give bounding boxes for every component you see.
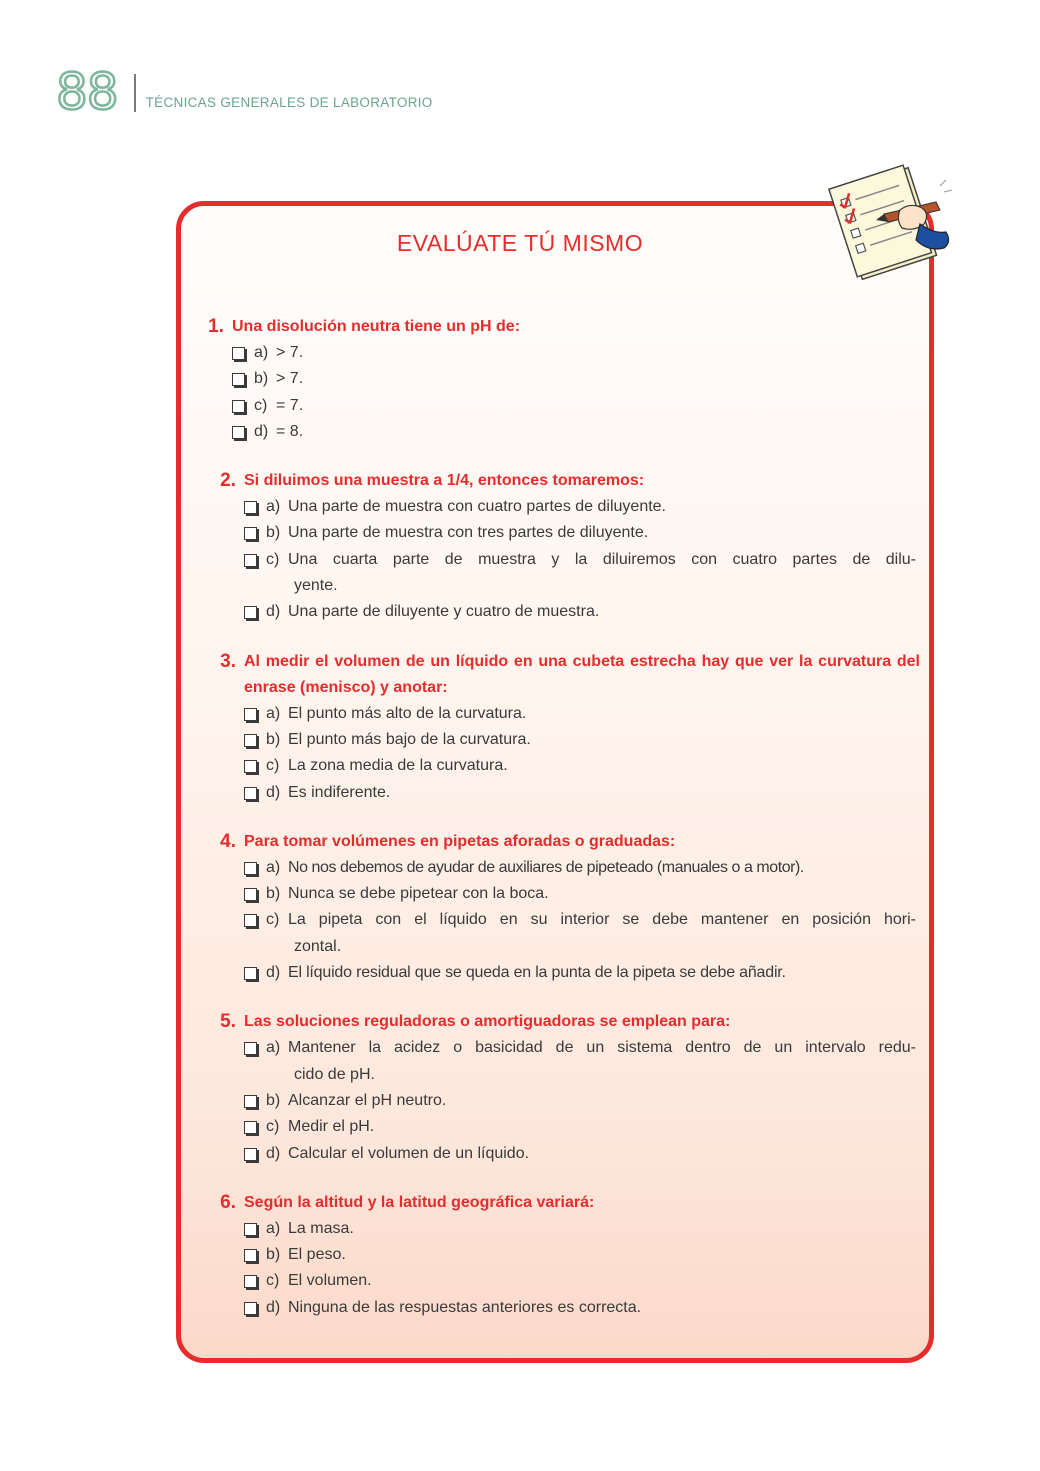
question-4 bbox=[200, 829, 920, 986]
checkbox-icon[interactable] bbox=[244, 760, 257, 773]
checkbox-icon[interactable] bbox=[244, 606, 257, 619]
option-b[interactable]: b) > 7. bbox=[232, 366, 920, 392]
checkbox-icon[interactable] bbox=[232, 347, 245, 360]
option-b[interactable]: b) Alcanzar el pH neutro. bbox=[244, 1088, 920, 1114]
checkbox-icon[interactable] bbox=[244, 1302, 257, 1315]
option-c[interactable]: c) El volumen. bbox=[244, 1268, 920, 1294]
question-number: 6. bbox=[220, 1191, 236, 1213]
checkbox-icon[interactable] bbox=[244, 734, 257, 747]
option-d[interactable]: d) = 8. bbox=[232, 419, 920, 445]
question-text: Según la altitud y la latitud geográfica variará: bbox=[244, 1193, 595, 1211]
option-c[interactable]: c) Una cuarta parte de muestra y la diluiremos con cuatro partes de dilu- yente. bbox=[244, 547, 920, 600]
option-a[interactable]: a) El punto más alto de la curvatura. bbox=[244, 701, 920, 727]
option-list bbox=[244, 701, 920, 806]
option-list bbox=[244, 1216, 920, 1321]
checkbox-icon[interactable] bbox=[244, 1121, 257, 1134]
option-b[interactable]: b) Una parte de muestra con tres partes de diluyente. bbox=[244, 520, 920, 546]
option-a[interactable]: a) No nos debemos de ayudar de auxiliares de pipeteado (manuales o a motor). bbox=[244, 855, 920, 881]
question-2 bbox=[200, 468, 920, 625]
option-c[interactable]: c) Medir el pH. bbox=[244, 1114, 920, 1140]
option-list bbox=[244, 1035, 920, 1166]
checkbox-icon[interactable] bbox=[244, 1223, 257, 1236]
clipboard-checklist-icon bbox=[824, 162, 956, 280]
option-d[interactable]: d) Calcular el volumen de un líquido. bbox=[244, 1141, 920, 1167]
option-b[interactable]: b) Nunca se debe pipetear con la boca. bbox=[244, 881, 920, 907]
question-text: Una disolución neutra tiene un pH de: bbox=[232, 318, 521, 335]
question-number: 5. bbox=[220, 1011, 236, 1033]
header-divider bbox=[134, 74, 136, 112]
option-d[interactable]: d) El líquido residual que se queda en la punta de la pipeta se debe añadir. bbox=[244, 960, 920, 986]
checkbox-icon[interactable] bbox=[244, 787, 257, 800]
checkbox-icon[interactable] bbox=[244, 527, 257, 540]
question-1 bbox=[188, 314, 920, 445]
option-c[interactable]: c) La pipeta con el líquido en su interior se debe mantener en posición hori- zontal. bbox=[244, 907, 920, 960]
checkbox-icon[interactable] bbox=[244, 501, 257, 514]
checkbox-icon[interactable] bbox=[244, 1042, 257, 1055]
option-a[interactable]: a) La masa. bbox=[244, 1216, 920, 1242]
checkbox-icon[interactable] bbox=[244, 554, 257, 567]
option-c[interactable]: c) La zona media de la curvatura. bbox=[244, 753, 920, 779]
question-text: Las soluciones reguladoras o amortiguadoras se emplean para: bbox=[244, 1013, 731, 1031]
question-text: Para tomar volúmenes en pipetas aforadas o graduadas: bbox=[244, 832, 676, 850]
checkbox-icon[interactable] bbox=[232, 400, 245, 413]
option-a[interactable]: a) > 7. bbox=[232, 340, 920, 366]
checkbox-icon[interactable] bbox=[244, 888, 257, 901]
question-number: 2. bbox=[220, 470, 236, 492]
option-a[interactable]: a) Una parte de muestra con cuatro partes de diluyente. bbox=[244, 494, 920, 520]
checkbox-icon[interactable] bbox=[244, 1095, 257, 1108]
question-text: Al medir el volumen de un líquido en una cubeta estrecha hay que ver la curvatura del enrase (menisco) y anotar: bbox=[244, 652, 920, 696]
option-b[interactable]: b) El peso. bbox=[244, 1242, 920, 1268]
question-3 bbox=[200, 649, 920, 806]
checkbox-icon[interactable] bbox=[244, 914, 257, 927]
checkbox-icon[interactable] bbox=[244, 1249, 257, 1262]
option-d[interactable]: d) Es indiferente. bbox=[244, 780, 920, 806]
option-a[interactable]: a) Mantener la acidez o basicidad de un sistema dentro de un intervalo redu- cido de pH. bbox=[244, 1035, 920, 1088]
checkbox-icon[interactable] bbox=[232, 373, 245, 386]
question-6 bbox=[200, 1190, 920, 1321]
question-5 bbox=[200, 1009, 920, 1166]
option-list bbox=[244, 855, 920, 986]
option-list bbox=[232, 340, 920, 445]
page-header bbox=[56, 63, 433, 121]
checkbox-icon[interactable] bbox=[244, 967, 257, 980]
page-number: 88 bbox=[56, 63, 118, 121]
checkbox-icon[interactable] bbox=[232, 426, 245, 439]
question-list bbox=[200, 314, 920, 1344]
question-number: 1. bbox=[208, 316, 224, 337]
question-number: 3. bbox=[220, 650, 236, 672]
option-b[interactable]: b) El punto más bajo de la curvatura. bbox=[244, 727, 920, 753]
checkbox-icon[interactable] bbox=[244, 708, 257, 721]
checkbox-icon[interactable] bbox=[244, 1148, 257, 1161]
question-text: Si diluimos una muestra a 1/4, entonces tomaremos: bbox=[244, 472, 645, 490]
section-title: TÉCNICAS GENERALES DE LABORATORIO bbox=[145, 95, 433, 110]
checkbox-icon[interactable] bbox=[244, 1275, 257, 1288]
quiz-title: EVALÚATE TÚ MISMO bbox=[396, 230, 644, 256]
checkbox-icon[interactable] bbox=[244, 862, 257, 875]
option-list bbox=[244, 494, 920, 625]
option-d[interactable]: d) Una parte de diluyente y cuatro de muestra. bbox=[244, 599, 920, 625]
option-d[interactable]: d) Ninguna de las respuestas anteriores es correcta. bbox=[244, 1295, 920, 1321]
option-c[interactable]: c) = 7. bbox=[232, 393, 920, 419]
question-number: 4. bbox=[220, 830, 236, 852]
